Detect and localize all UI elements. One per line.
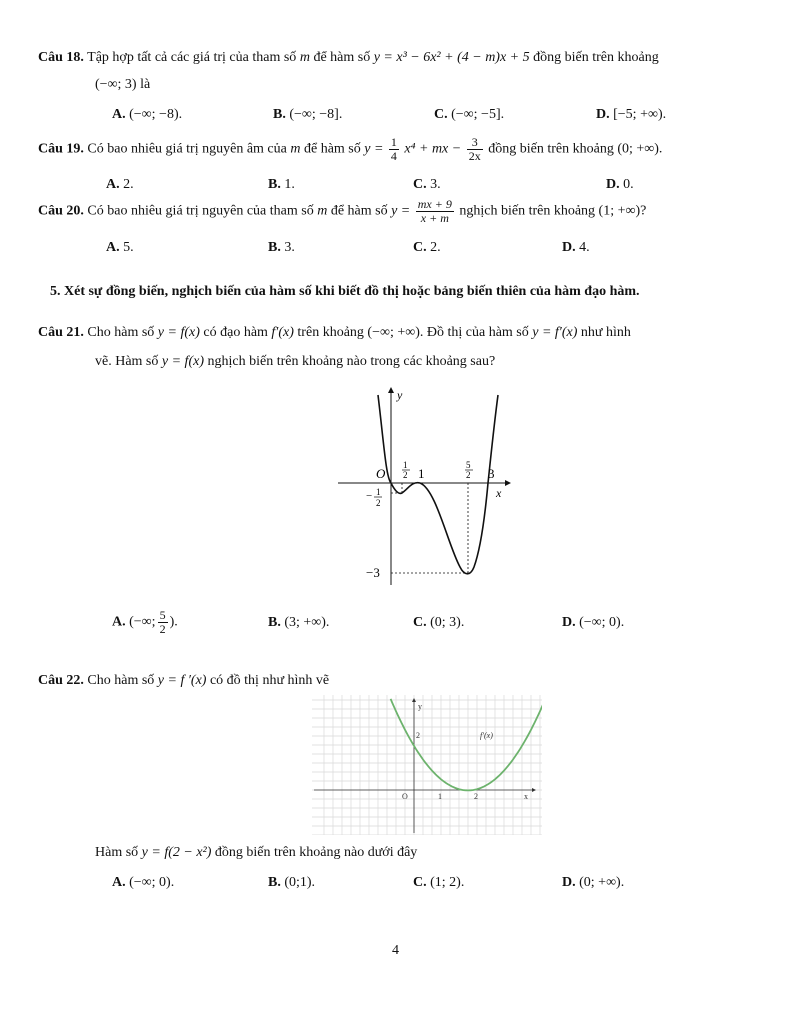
q22-curve-label: f′(x) [480, 731, 493, 740]
q22-origin-label: O [402, 792, 408, 801]
numerator: mx + 9 [417, 197, 452, 211]
q21-interval: (−∞; +∞) [367, 325, 420, 340]
q21-option-a [112, 609, 178, 636]
q21-x-axis-label: x [496, 486, 502, 500]
option-value-pre: (−∞; [129, 614, 156, 630]
q22-line1 [38, 673, 329, 689]
option-fraction [158, 609, 168, 636]
option-key: A. [106, 177, 120, 192]
q22-label: Câu 22. [38, 673, 84, 688]
option-key: D. [562, 615, 576, 630]
q21-func3: y = f(x) [161, 354, 204, 369]
option-key: C. [413, 615, 427, 630]
option-value: (0; +∞). [579, 875, 625, 890]
q21-tick-five-half [465, 460, 473, 480]
numerator: 5 [466, 460, 471, 470]
q19-text-c: đồng biến trên khoảng [488, 141, 614, 157]
q18-text-d: là [140, 77, 151, 92]
option-value: 3. [284, 240, 295, 255]
q20-option-d [562, 240, 590, 256]
option-key: B. [268, 177, 281, 192]
q18-line2 [95, 77, 150, 93]
q22-x-axis-label: x [524, 792, 528, 801]
q21-option-b [268, 615, 329, 631]
option-key: C. [413, 177, 427, 192]
option-value: (−∞; −8]. [289, 107, 343, 122]
denominator: 2 [466, 470, 471, 480]
q21-graph [336, 385, 516, 590]
q18-interval: (−∞; 3) [95, 77, 137, 92]
q19-line1 [38, 136, 662, 163]
denominator: x + m [420, 211, 449, 225]
option-value: 3. [430, 177, 441, 192]
denominator: 2 [159, 622, 166, 636]
q19-fraction-1 [389, 136, 399, 163]
q21-label: Câu 21. [38, 325, 84, 340]
q20-fraction [416, 198, 454, 225]
option-key: B. [268, 615, 281, 630]
option-value: (−∞; 0). [579, 615, 625, 630]
option-value: (1; 2). [430, 875, 465, 890]
option-key: D. [562, 875, 576, 890]
q20-label: Câu 20. [38, 203, 84, 219]
q22-line2 [95, 845, 417, 861]
q20-text-c: nghịch biến trên khoảng [459, 203, 596, 219]
option-key: A. [112, 107, 126, 122]
option-key: A. [112, 875, 126, 890]
denominator: 2 [403, 470, 408, 480]
q22-tick-y-two: 2 [416, 731, 420, 740]
option-value: 2. [123, 177, 134, 192]
q21-curve [378, 395, 498, 574]
option-key: C. [413, 240, 427, 255]
q19-text-a: Có bao nhiêu giá trị nguyên âm của [87, 141, 287, 157]
q19-option-d [606, 177, 634, 193]
q22-line2-b: đồng biến trên khoảng nào dưới đây [214, 845, 418, 860]
q19-var-m: m [290, 141, 301, 157]
option-value: 1. [284, 177, 295, 192]
q22-line2-a: Hàm số [95, 845, 139, 860]
q20-option-a [106, 240, 134, 256]
q21-func: y = f(x) [157, 325, 200, 340]
numerator: 5 [159, 608, 166, 622]
option-key: D. [596, 107, 610, 122]
q19-fraction-2 [467, 136, 483, 163]
numerator: 1 [403, 460, 408, 470]
q20-interval: (1; +∞)? [598, 203, 647, 219]
q20-var-m: m [317, 203, 328, 219]
q21-option-c [413, 615, 464, 631]
q18-func: y = x³ − 6x² + (4 − m)x + 5 [373, 50, 530, 65]
option-key: B. [268, 875, 281, 890]
q22-option-d [562, 875, 624, 891]
q20-line1 [38, 198, 646, 225]
q18-text-b: để hàm số [313, 50, 371, 65]
q18-label: Câu 18. [38, 50, 84, 65]
q18-text-a: Tập hợp tất cả các giá trị của tham số [87, 50, 297, 65]
q18-option-a [112, 107, 182, 123]
q19-text-b: để hàm số [303, 141, 361, 157]
option-value: (−∞; −8). [129, 107, 183, 122]
option-value: (−∞; −5]. [451, 107, 505, 122]
page-number: 4 [392, 943, 399, 958]
option-key: B. [268, 240, 281, 255]
q22-tick-two: 2 [474, 792, 478, 801]
q20-func-y: y = [391, 203, 411, 219]
option-value: [−5; +∞). [613, 107, 667, 122]
q21-tick-one: 1 [418, 466, 425, 481]
q21-tick-half [402, 460, 410, 480]
q20-option-b [268, 240, 295, 256]
q22-text-b: có đồ thị như hình vẽ [209, 673, 330, 688]
q21-text-a: Cho hàm số [87, 325, 155, 340]
q18-var-m: m [299, 50, 310, 65]
q20-text-b: để hàm số [330, 203, 388, 219]
q18-option-c [434, 107, 504, 123]
q21-text-e: như hình [580, 325, 631, 340]
q18-option-b [273, 107, 342, 123]
q22-y-axis-label: y [418, 702, 422, 711]
q21-option-d [562, 615, 624, 631]
denominator: 2 [376, 498, 381, 508]
q19-func-y: y = [364, 141, 384, 157]
option-value: 2. [430, 240, 441, 255]
q22-func: y = f ′(x) [157, 673, 207, 688]
q21-text-d: . Đồ thị của hàm số [419, 325, 529, 340]
q21-line2-b: nghịch biến trên khoảng nào trong các khoảng sau? [207, 354, 496, 369]
q22-option-c [413, 875, 464, 891]
option-key: A. [106, 240, 120, 255]
q19-option-b [268, 177, 295, 193]
minus-sign: − [366, 490, 373, 502]
q21-tick-neg-three: −3 [366, 565, 380, 580]
option-key: C. [434, 107, 448, 122]
option-value: (0; 3). [430, 615, 465, 630]
option-key: C. [413, 875, 427, 890]
option-key: A. [112, 614, 126, 630]
q19-option-a [106, 177, 134, 193]
q22-option-b [268, 875, 315, 891]
q19-interval: (0; +∞). [617, 141, 663, 157]
option-value: (−∞; 0). [129, 875, 175, 890]
option-value: 4. [579, 240, 590, 255]
numerator: 1 [390, 135, 397, 149]
q21-origin-label: O [376, 466, 386, 481]
denominator: 2x [468, 149, 481, 163]
q22-graph [312, 695, 542, 835]
q22-option-a [112, 875, 174, 891]
q21-text-c: trên khoảng [297, 325, 364, 340]
q21-tick-three: 3 [488, 466, 495, 481]
option-key: D. [562, 240, 576, 255]
q21-func2: y = f′(x) [532, 325, 578, 340]
q21-text-b: có đạo hàm [203, 325, 268, 340]
q18-line1 [38, 50, 659, 66]
q21-line2 [95, 354, 495, 370]
option-key: B. [273, 107, 286, 122]
q21-tick-neg-half [366, 487, 382, 508]
q21-line1 [38, 325, 631, 341]
q20-option-c [413, 240, 441, 256]
option-value-post: ). [169, 614, 178, 630]
q21-y-axis-label: y [397, 388, 403, 402]
option-value: 5. [123, 240, 134, 255]
denominator: 4 [390, 149, 397, 163]
q20-text-a: Có bao nhiêu giá trị nguyên của tham số [87, 203, 314, 219]
option-key: D. [606, 177, 620, 192]
q19-option-c [413, 177, 441, 193]
q22-text-a: Cho hàm số [87, 673, 155, 688]
section-heading: 5. Xét sự đồng biến, nghịch biến của hàm số khi biết đồ thị hoặc bảng biến thiên của hàm đạo hàm. [50, 284, 640, 299]
q22-func2: y = f(2 − x²) [141, 845, 212, 860]
q19-func-mid: x⁴ + mx − [404, 141, 462, 157]
q19-label: Câu 19. [38, 141, 84, 157]
q22-tick-one: 1 [438, 792, 442, 801]
numerator: 1 [376, 487, 381, 497]
option-value: (3; +∞). [284, 615, 330, 630]
option-value: 0. [623, 177, 634, 192]
q18-option-d [596, 107, 666, 123]
q21-deriv: f′(x) [271, 325, 294, 340]
option-value: (0;1). [284, 875, 316, 890]
q21-line2-a: vẽ. Hàm số [95, 354, 159, 369]
numerator: 3 [467, 136, 483, 150]
q18-text-c: đồng biến trên khoảng [533, 50, 659, 65]
